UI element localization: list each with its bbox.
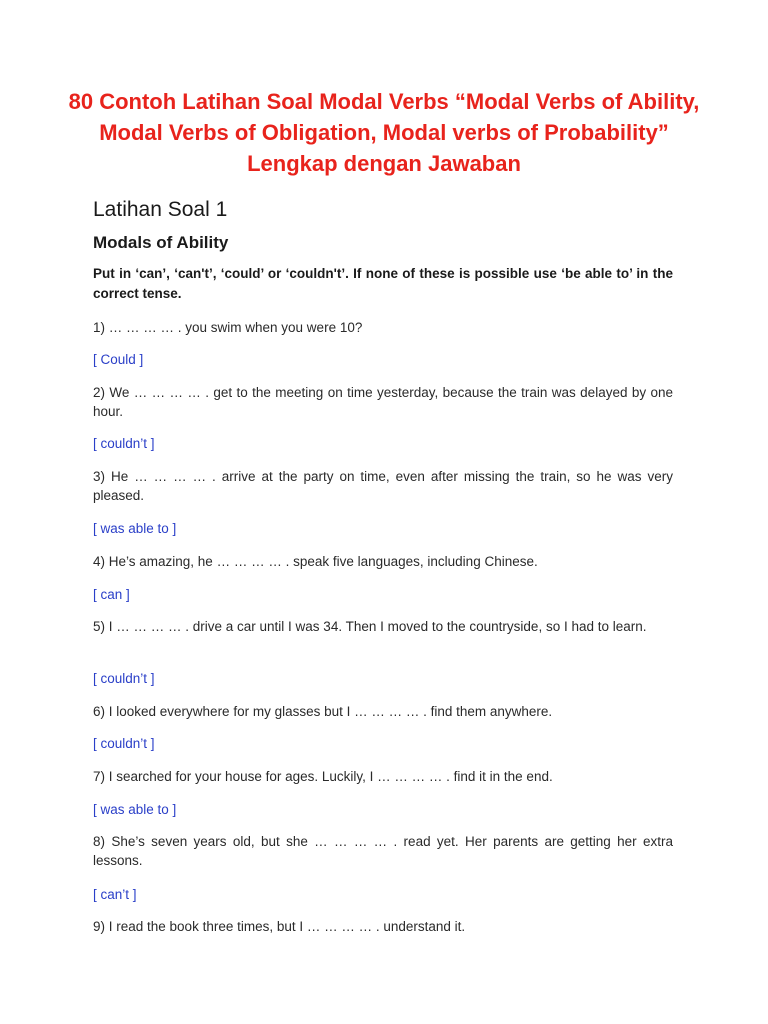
question-5: 5) I … … … … . drive a car until I was 34. Then I moved to the countryside, so I had to learn.: [93, 619, 647, 634]
question-9: 9) I read the book three times, but I … … … … . understand it.: [93, 919, 466, 934]
page-title: 80 Contoh Latihan Soal Modal Verbs “Modal Verbs of Ability, Modal Verbs of Obligation, Modal verbs of Probability” Lengkap dengan Jawaban: [68, 89, 700, 176]
answer-1: [ Could ]: [93, 352, 144, 367]
answer-6: [ couldn’t ]: [93, 736, 155, 751]
answer-4: [ can ]: [93, 587, 130, 602]
subsection-title: Modals of Ability: [93, 233, 229, 252]
question-6: 6) I looked everywhere for my glasses but I … … … … . find them anywhere.: [93, 704, 553, 719]
question-4: 4) He’s amazing, he … … … … . speak five languages, including Chinese.: [93, 554, 538, 569]
answer-7: [ was able to ]: [93, 802, 177, 817]
question-3: 3) He … … … … . arrive at the party on time, even after missing the train, so he was very pleased.: [93, 469, 673, 503]
question-8: 8) She’s seven years old, but she … … … … . read yet. Her parents are getting her extra lessons.: [93, 834, 673, 868]
instruction-text: Put in ‘can’, ‘can't’, ‘could’ or ‘couldn't’. If none of these is possible use ‘be able to’ in the correct tense.: [93, 266, 673, 301]
section-title: Latihan Soal 1: [93, 198, 228, 221]
answer-2: [ couldn’t ]: [93, 436, 155, 451]
answer-8: [ can’t ]: [93, 887, 137, 902]
question-1: 1) … … … … . you swim when you were 10?: [93, 320, 363, 335]
question-7: 7) I searched for your house for ages. Luckily, I … … … … . find it in the end.: [93, 769, 553, 784]
answer-3: [ was able to ]: [93, 521, 177, 536]
question-2: 2) We … … … … . get to the meeting on time yesterday, because the train was delayed by one hour.: [93, 385, 673, 419]
answer-5: [ couldn’t ]: [93, 671, 155, 686]
